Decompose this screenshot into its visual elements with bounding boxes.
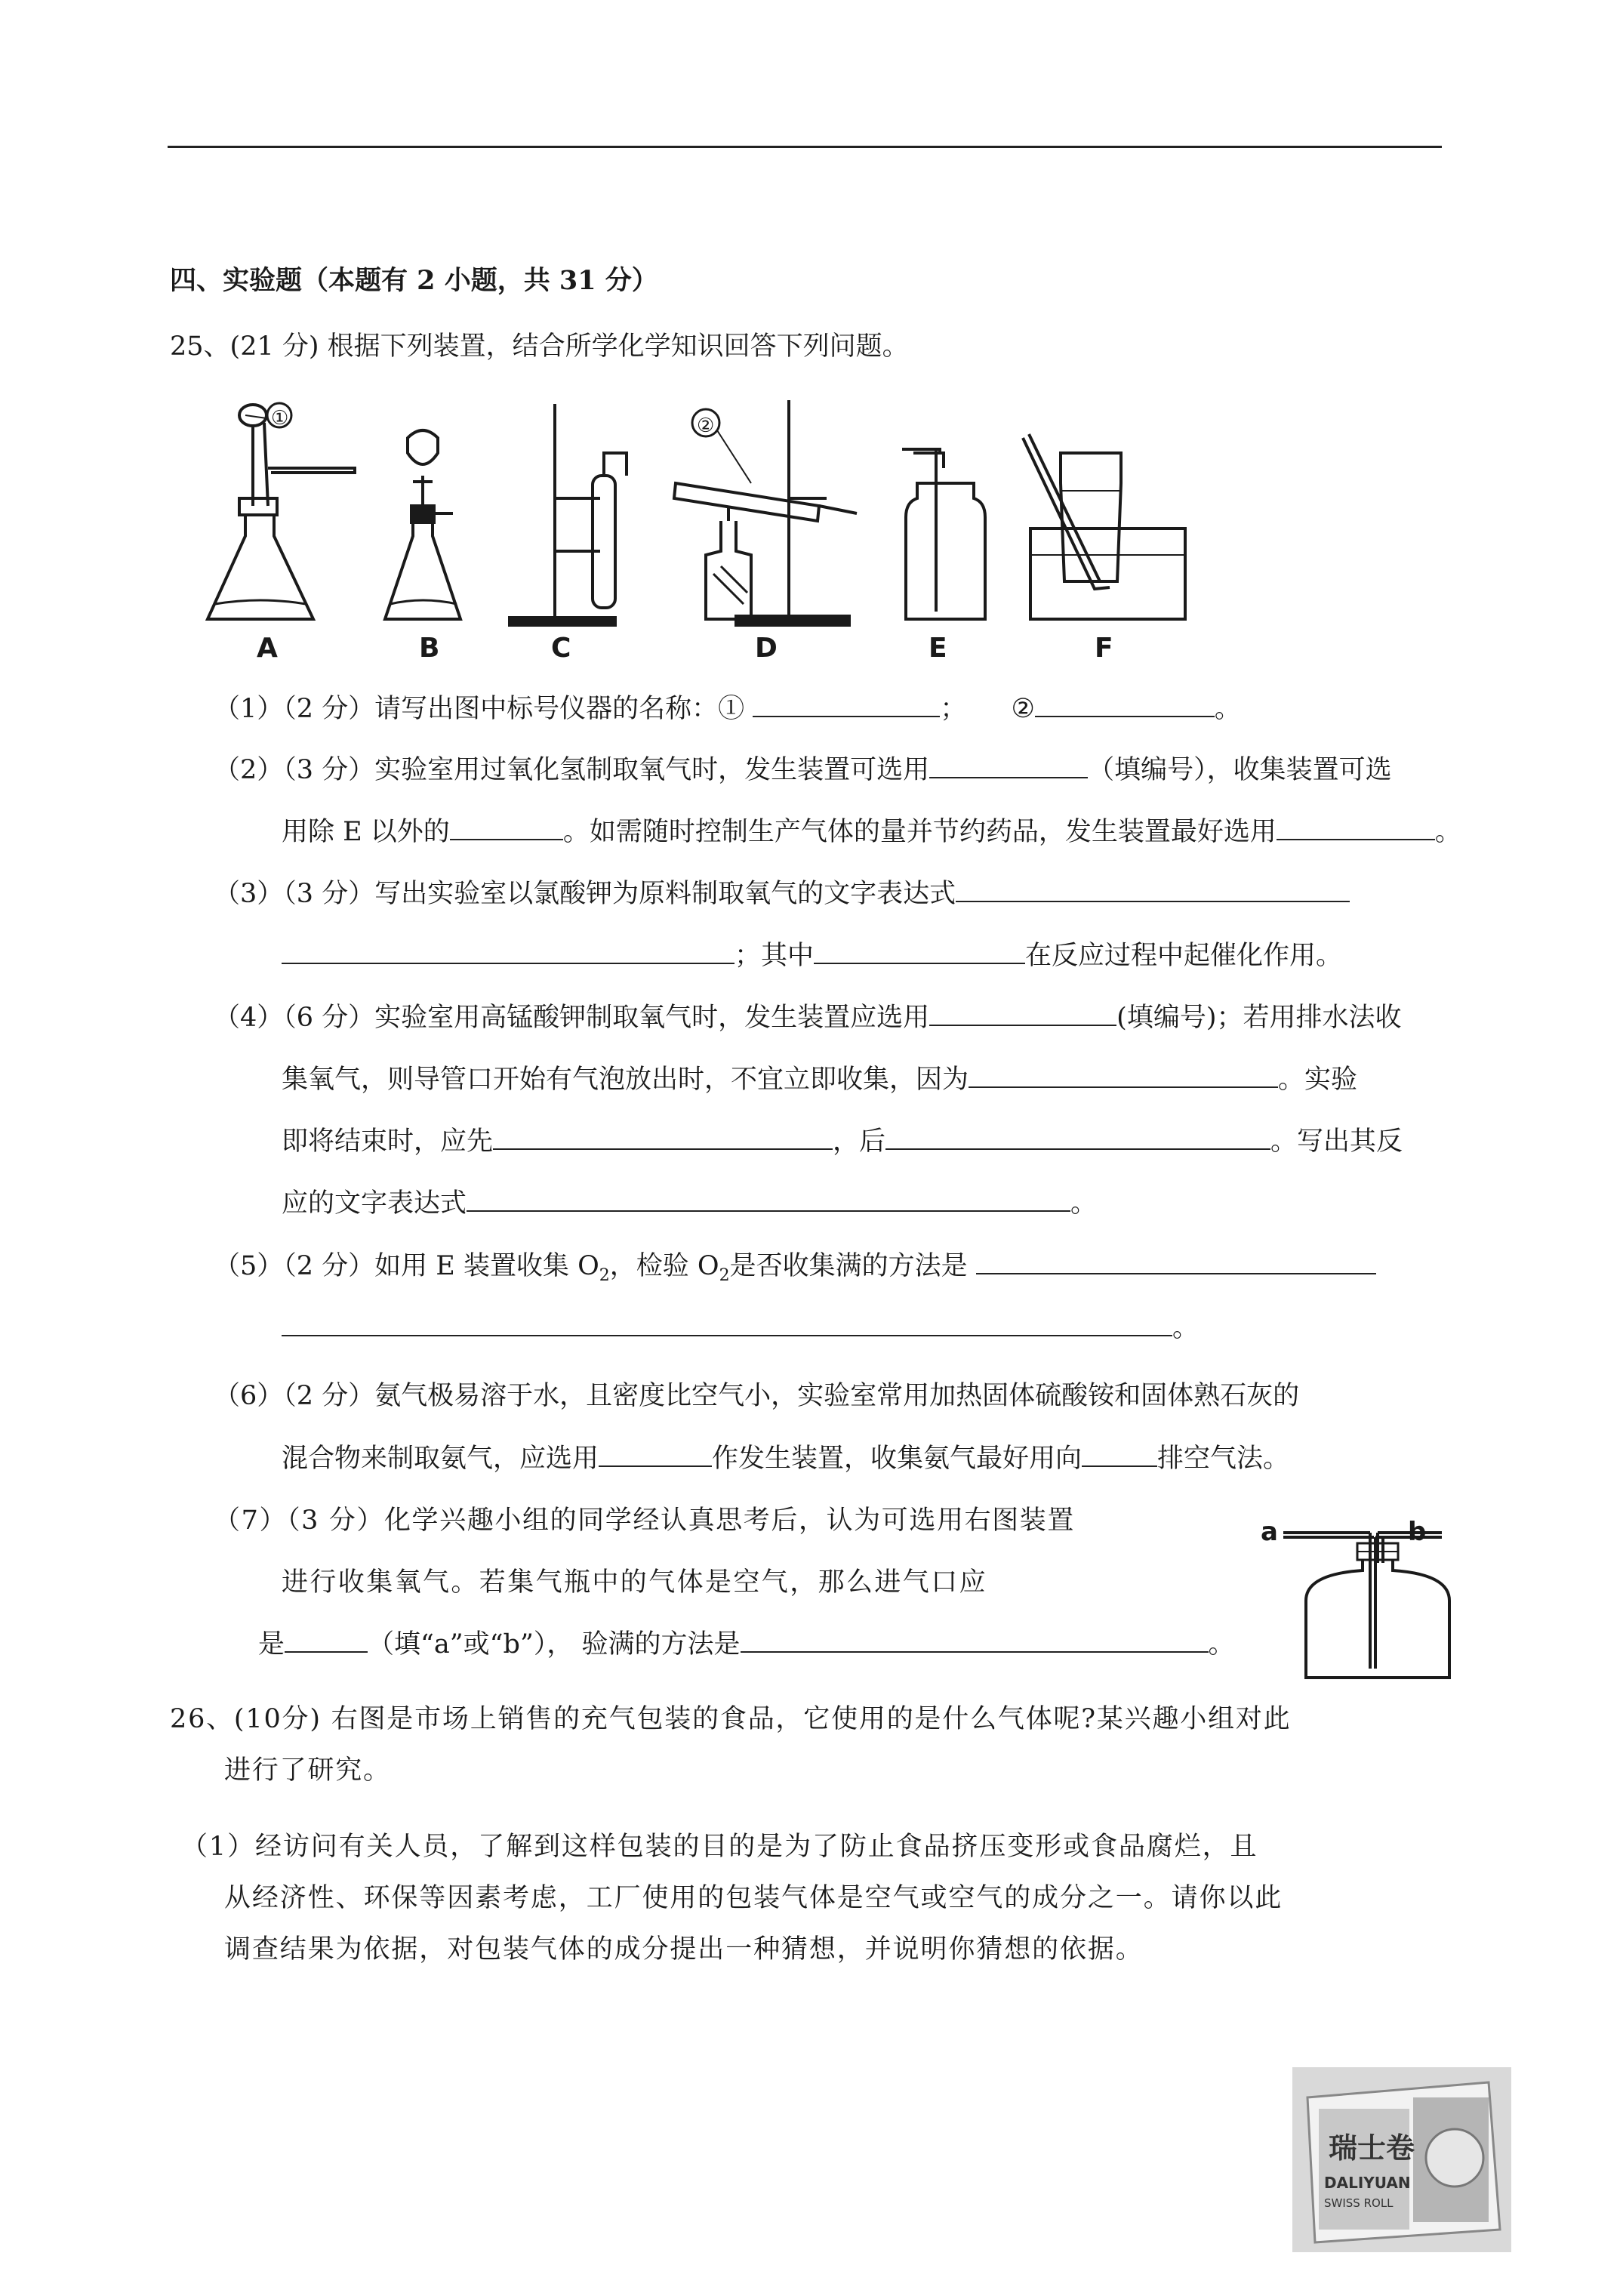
answer-blank-12[interactable]	[885, 1126, 1270, 1150]
q25-p3-line2: ；其中 在反应过程中起催化作用。	[282, 939, 1342, 972]
answer-blank-17[interactable]	[1082, 1443, 1157, 1467]
q25-p4-line2: 集氧气，则导管口开始有气泡放出时，不宜立即收集，因为 。实验	[282, 1065, 1358, 1095]
label-b: B	[419, 633, 440, 664]
package-sub: SWISS ROLL	[1324, 2196, 1394, 2210]
q25-p6-line1: （6）（2 分）氨气极易溶于水，且密度比空气小，实验室常用加热固体硫酸铵和固体熟石灰的	[214, 1381, 1300, 1411]
apparatus-figure	[192, 393, 1196, 664]
answer-blank-15[interactable]	[282, 1312, 1172, 1336]
answer-blank-1[interactable]	[753, 693, 940, 717]
label-f: F	[1095, 633, 1113, 664]
port-a-label: a	[1261, 1517, 1278, 1547]
answer-blank-16[interactable]	[599, 1443, 712, 1467]
answer-blank-10[interactable]	[969, 1064, 1278, 1088]
q25-p2-line2: 用除 E 以外的 。如需随时控制生产气体的量并节约药品，发生装置最好选用 。	[282, 817, 1461, 847]
food-package-photo	[1292, 2067, 1511, 2252]
label-d: D	[755, 633, 778, 664]
q25-intro: 25、(21 分) 根据下列装置，结合所学化学知识回答下列问题。	[170, 331, 909, 362]
label-c: C	[551, 633, 571, 664]
q25-p4-line4: 应的文字表达式 。	[282, 1188, 1098, 1219]
q25-p4-line1: （4）（6 分）实验室用高锰酸钾制取氧气时，发生装置应选用 (填编号)；若用排水法收	[214, 1003, 1402, 1033]
answer-blank-13[interactable]	[467, 1188, 1070, 1212]
q25-p7-line3: 是 （填“a”或“b”）， 验满的方法是 。	[258, 1629, 1235, 1660]
answer-blank-2[interactable]	[1035, 693, 1215, 717]
answer-blank-19[interactable]	[741, 1629, 1209, 1653]
q25-p1: （1）（2 分）请写出图中标号仪器的名称：① ； ② 。	[214, 694, 1241, 724]
header-rule	[168, 146, 1442, 148]
label-e: E	[929, 633, 947, 664]
answer-blank-8[interactable]	[814, 940, 1025, 964]
marker-2: ②	[697, 415, 715, 437]
q25-p7-line2: 进行收集氧气。若集气瓶中的气体是空气，那么进气口应	[282, 1567, 988, 1598]
apparatus-e	[902, 449, 985, 619]
answer-blank-3[interactable]	[929, 754, 1088, 778]
q25-p5-line1: （5）（2 分）如用 E 装置收集 $O_2$，检验 $O_2$是否收集满的方法是	[214, 1250, 1376, 1293]
answer-blank-14[interactable]	[976, 1250, 1376, 1274]
answer-blank-9[interactable]	[929, 1002, 1116, 1026]
answer-blank-4[interactable]	[450, 816, 563, 840]
apparatus-c	[510, 404, 627, 625]
answer-blank-7[interactable]	[282, 940, 735, 964]
package-product: 瑞士卷	[1329, 2131, 1415, 2165]
answer-blank-18[interactable]	[285, 1629, 368, 1653]
apparatus-b	[385, 430, 460, 619]
marker-1: ①	[271, 407, 289, 430]
q26-p1-line2: 从经济性、环保等因素考虑，工厂使用的包装气体是空气或空气的成分之一。请你以此	[224, 1883, 1283, 1913]
q26-p1-line3: 调查结果为依据，对包装气体的成分提出一种猜想，并说明你猜想的依据。	[224, 1934, 1144, 1965]
answer-blank-11[interactable]	[493, 1126, 833, 1150]
label-a: A	[257, 633, 278, 664]
q25-p2-line1: （2）（3 分）实验室用过氧化氢制取氧气时，发生装置可选用 （填编号），收集装置可选	[214, 755, 1392, 785]
q26-line1: 26、(10分) 右图是市场上销售的充气包装的食品，它使用的是什么气体呢?某兴趣小组对此	[170, 1704, 1292, 1734]
q25-p6-line2: 混合物来制取氨气，应选用 作发生装置，收集氨气最好用向 排空气法。	[282, 1444, 1290, 1474]
apparatus-a	[208, 403, 355, 619]
q26-line2: 进行了研究。	[224, 1755, 391, 1786]
answer-blank-5[interactable]	[1277, 816, 1435, 840]
apparatus-f	[1023, 434, 1185, 619]
port-b-label: b	[1408, 1517, 1427, 1547]
q25-p7-line1: （7）（3 分）化学兴趣小组的同学经认真思考后，认为可选用右图装置	[214, 1505, 1075, 1536]
q25-p5-line2: 。	[282, 1311, 1199, 1345]
section-title: 四、实验题（本题有 2 小题，共 31 分）	[170, 265, 658, 296]
answer-blank-6[interactable]	[956, 878, 1350, 902]
gas-bottle-figure	[1253, 1510, 1457, 1684]
package-brand: DALIYUAN	[1324, 2174, 1411, 2192]
q26-p1-line1: （1）经访问有关人员，了解到这样包装的目的是为了防止食品挤压变形或食品腐烂，且	[181, 1832, 1258, 1862]
q25-p4-line3: 即将结束时，应先 ，后 。写出其反	[282, 1126, 1403, 1157]
q25-p3-line1: （3）（3 分）写出实验室以氯酸钾为原料制取氧气的文字表达式	[214, 877, 1350, 911]
